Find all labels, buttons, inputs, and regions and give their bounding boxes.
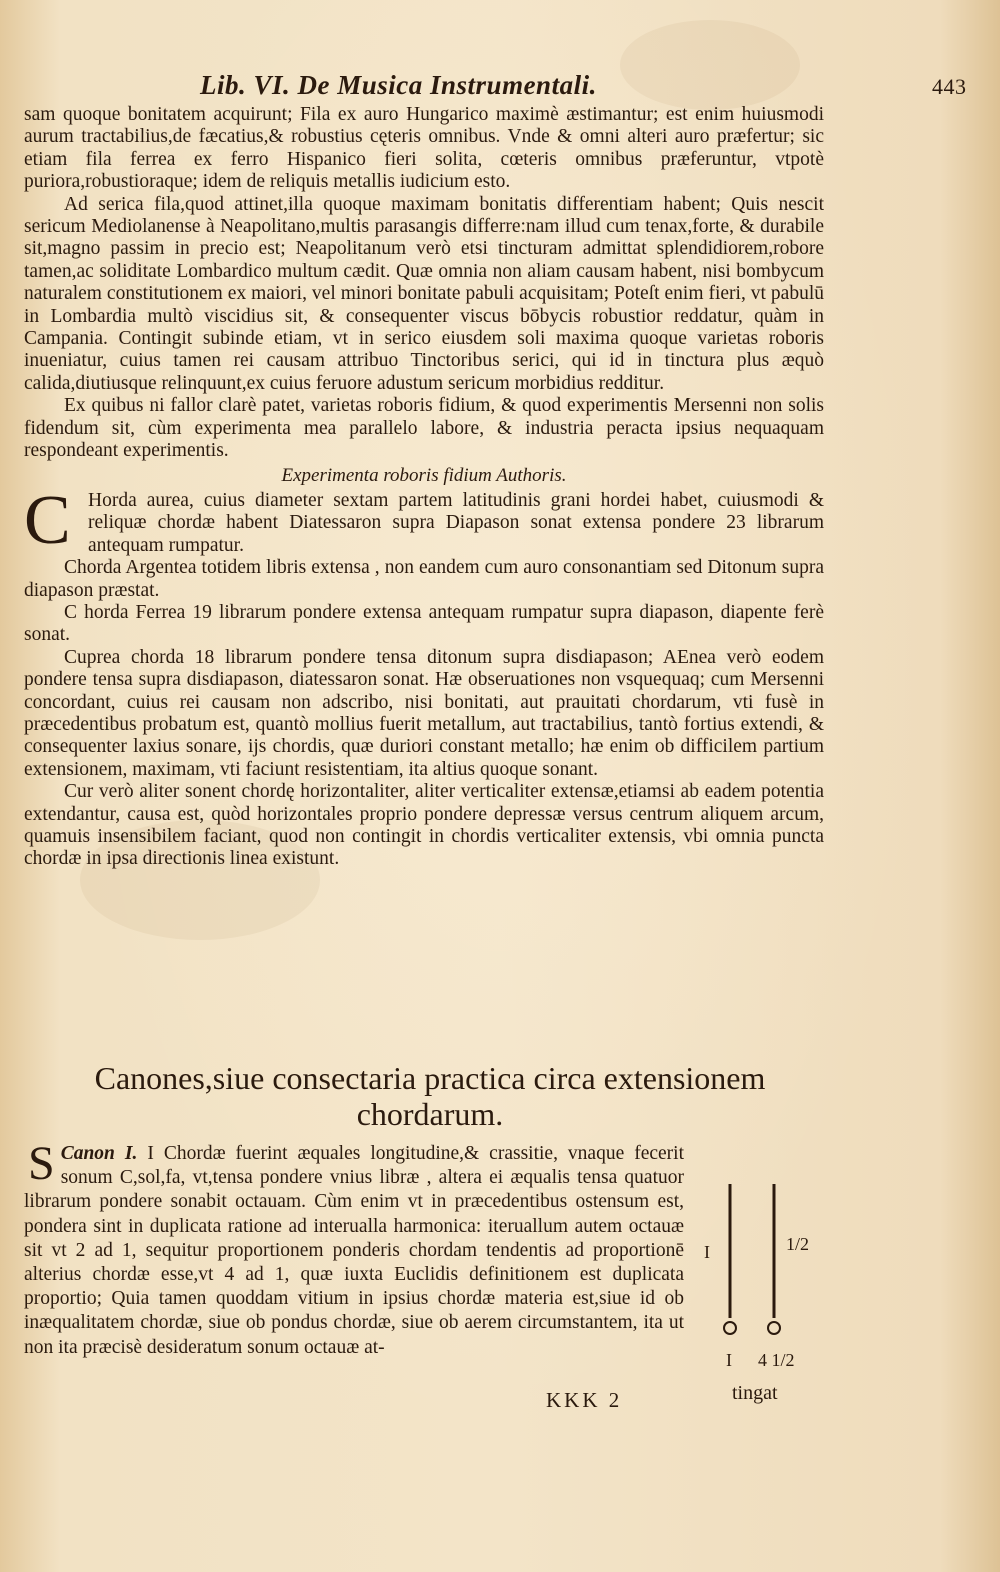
paragraph (24, 481, 824, 559)
drop-capital: C (24, 481, 71, 559)
signature-mark: KKK 2 (546, 1388, 623, 1412)
drop-capital: S (28, 1137, 55, 1190)
paragraph: C horda Ferrea 19 librarum pondere extensa antequam rumpatur supra diapason, diapente ferè sonat. (24, 601, 824, 646)
running-title: Lib. VI. De Musica Instrumentali. (200, 70, 597, 100)
canon-text: I Chordæ fuerint æquales longitudine,& crassitie, vnaque fecerit sonum C,sol,fa, vt,tensa pondere vnius libræ , altera ei æqualis tensa quatuor librarum pondere sonabit octauam. Cùm enim vt in præcedentibus ostensum est, pondera sint in duplicata ratione ad interualla harmonica: iteruallum autem octauæ sit vt 2 ad 1, sequitur proportionem ponderis chordam tendentis ad proportionē alterius chordæ esse,vt 4 ad 1, quæ iuxta Euclidis definitionem est duplicata proportio; Quia tamen quoddam vitium in ipsius chordæ materia est,siue id ob inæqualitatem chordæ, siue ob pondus chordæ, siue ob aerem circumstantem, ita ut non ita præcisè desideratum sonum octauæ at- (24, 1143, 685, 1358)
diagram-labels (690, 1178, 810, 1378)
main-text (24, 104, 824, 871)
paragraph: Ex quibus ni fallor clarè patet, varietas roboris fidium, & quod experimentis Mersenni non solis fidendum sit, cùm experimenta mea parallelo labore, & industria peracta ipsius nequaquam respondeant experimentis. (24, 395, 824, 462)
diagram-label: 4 1/2 (758, 1350, 795, 1370)
canon-block (24, 1137, 685, 1360)
section-title: Canones,siue consectaria practica circa extensionem chordarum. (94, 1060, 766, 1132)
paragraph: Chorda Argentea totidem libris extensa , non eandem cum auro consonantiam sed Ditonum supra diapason præstat. (24, 557, 824, 601)
page-number: 443 (932, 74, 967, 99)
paragraph-text: Horda aurea, cuius diameter sextam partem latitudinis grani hordei habet, cuiusmodi & reliquæ chordæ habent Diatessaron supra Diapason sonat extensa pondere 23 librarum antequam rumpatur. (88, 489, 824, 556)
diagram-label: I (726, 1350, 732, 1370)
paragraph: Cuprea chorda 18 librarum pondere tensa ditonum supra disdiapason; AEnea verò eodem pondere tensa supra disdiapason, diatessaron sonat. Hæ obseruationes non vsquequaq; cum Mersenni concordant, cuius rei causam non adscribo, nisi bonitati, aut prauitati chordarum, vti fusè in præcedentibus probatum est, quantò mollius fuerit metallum, aut tractabilius, tantò fortius extendi, & consequenter laxius sonare, ijs chordis, quæ duriori constant metallo; hæ enim ob difficilem partium extensionem, maximam, vti faciunt resistentiam, ita altius quoque sonant. (24, 646, 824, 780)
canon-label: Canon I. (60, 1143, 138, 1164)
paragraph: sam quoque bonitatem acquirunt; Fila ex auro Hungarico maximè æstimantur; est enim huiusmodi aurum tractabilius,de fæcatius,& robustius cęteris omnibus. Vnde & omni alteri auro præfertur; sic etiam fila ferrea ex ferro Hispanico fieri solita, cœteris omnibus præferuntur, vtpotè puriora,robustioraque; idem de reliquis metallis iudicium esto. (24, 104, 824, 193)
paragraph: Cur verò aliter sonent chordę horizontaliter, aliter verticaliter extensæ,etiamsi ab eadem potentia extendantur, causa est, quòd horizontales proprio pondere depressæ versus centrum aliquem arcum, quamuis insensibilem faciant, quod non contingit in chordis verticaliter extensis, vbi omnia puncta chordæ in ipsa directionis linea existunt. (24, 781, 824, 870)
catchword: tingat (732, 1382, 778, 1404)
section-rubric: Experimenta roboris fidium Authoris. (281, 464, 567, 486)
paragraph: Ad serica fila,quod attinet,illa quoque maximam bonitatis differentiam habent; Quis nescit sericum Mediolanense à Neapolitano,multis parasangis differre:nam illud cum tenax,forte, & durabile sit,magno passim in precio est; Neapolitanum verò etsi tincturam admittat splendidiorem,robore tamen,ac soliditate Lombardico multum cædit. Quæ omnia non aliam causam habent, nisi bombycum naturalem constitutionem ex maiori, vel minori bonitate pabuli acquisitam; Poteſt enim fieri, vt pabulū in Lombardia multò viscidius sit, & consequenter viscus bōbycis robustior reddatur, quàm in Campania. Contingit subinde etiam, vt in serico eiusdem soli maxima quoque varietas roboris inueniatur, cuius tamen rei causam attribuo Tinctoribus serici, qui id in tinctura plus æquò calida,diutiusque relinquunt,ex cuius feruore adustum sericum morbidius redditur. (24, 193, 824, 394)
running-header (200, 70, 967, 106)
diagram-label: 1/2 (786, 1234, 810, 1254)
diagram-label: I (704, 1242, 710, 1262)
